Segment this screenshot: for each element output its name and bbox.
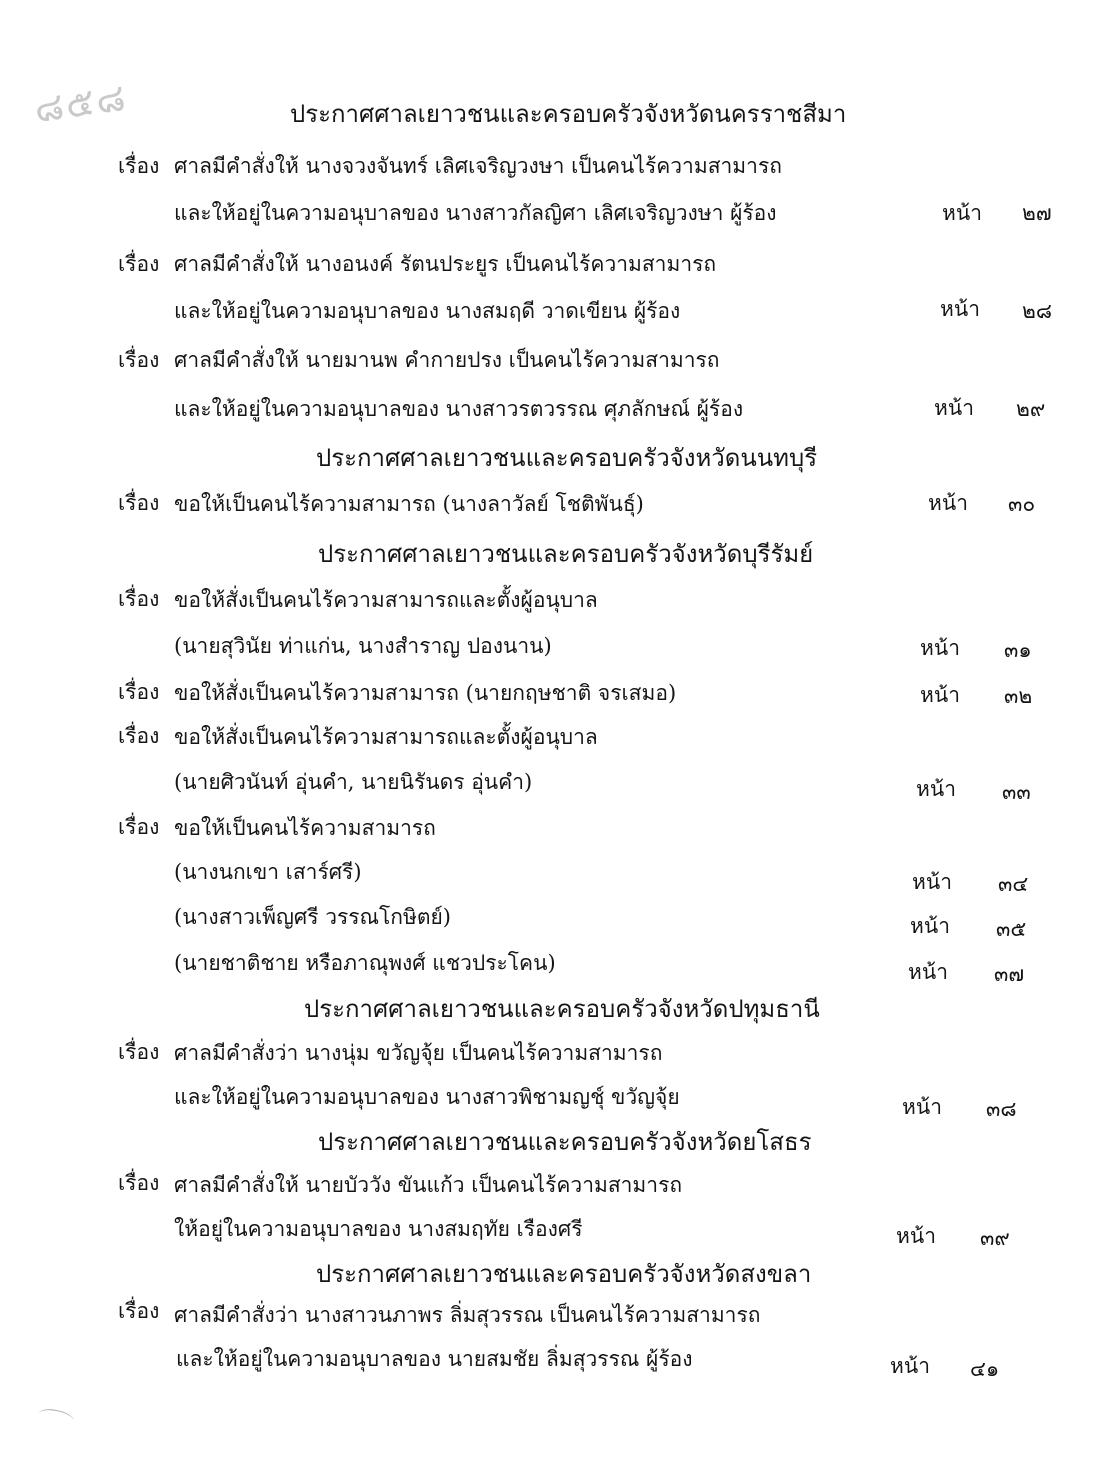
section-heading: ประกาศศาลเยาวชนและครอบครัวจังหวัดบุรีรัมย์ — [318, 540, 814, 568]
page-number: ๓๓ — [1002, 780, 1031, 804]
entry-line: ขอให้สั่งเป็นคนไร้ความสามารถและตั้งผู้อนุบาล — [174, 588, 598, 612]
page-label: หน้า — [940, 297, 980, 321]
entry-line: ขอให้เป็นคนไร้ความสามารถ — [174, 816, 436, 840]
page-number: ๓๔ — [998, 872, 1029, 896]
entry-line: (นายชาติชาย หรือภาณุพงศ์ แชวประโคน) — [174, 951, 556, 975]
section-heading: ประกาศศาลเยาวชนและครอบครัวจังหวัดนนทบุรี — [316, 444, 818, 472]
page-label: หน้า — [928, 491, 968, 515]
entry-line: ศาลมีคำสั่งให้ นายมานพ คำกายปรง เป็นคนไร้ความสามารถ — [174, 348, 720, 372]
page-number: ๓๐ — [1008, 492, 1036, 516]
entry-line: และให้อยู่ในความอนุบาลของ นายสมชัย ลิ่มสุวรรณ ผู้ร้อง — [176, 1347, 693, 1371]
entry-keyword: เรื่อง — [118, 348, 160, 372]
page-label: หน้า — [912, 870, 952, 894]
page-number: ๒๘ — [1022, 299, 1053, 323]
scan-mark — [37, 1406, 75, 1428]
entry-line: ศาลมีคำสั่งให้ นางจวงจันทร์ เลิศเจริญวงษา เป็นคนไร้ความสามารถ — [174, 154, 782, 178]
page-label: หน้า — [920, 636, 960, 660]
entry-line: และให้อยู่ในความอนุบาลของ นางสาวรตวรรณ ศุภลักษณ์ ผู้ร้อง — [174, 397, 744, 421]
page-label: หน้า — [890, 1354, 930, 1378]
page-label: หน้า — [942, 201, 982, 225]
entry-keyword: เรื่อง — [118, 724, 160, 748]
page-number: ๒๙ — [1016, 397, 1046, 421]
entry-keyword: เรื่อง — [118, 1171, 160, 1195]
entry-line: (นางนกเขา เสาร์ศรี) — [174, 860, 362, 884]
page-label: หน้า — [902, 1095, 942, 1119]
page-label: หน้า — [916, 777, 956, 801]
page-label: หน้า — [896, 1224, 936, 1248]
entry-line: ศาลมีคำสั่งให้ นางอนงค์ รัตนประยูร เป็นคนไร้ความสามารถ — [174, 252, 717, 276]
entry-line: ศาลมีคำสั่งว่า นางนุ่ม ขวัญจุ้ย เป็นคนไร้ความสามารถ — [174, 1041, 663, 1065]
section-heading: ประกาศศาลเยาวชนและครอบครัวจังหวัดนครราชสีมา — [290, 100, 847, 128]
entry-line: ขอให้สั่งเป็นคนไร้ความสามารถ (นายกฤษชาติ จรเสมอ) — [174, 681, 677, 705]
entry-keyword: เรื่อง — [118, 1299, 160, 1323]
page-number: ๓๗ — [994, 962, 1025, 986]
section-heading: ประกาศศาลเยาวชนและครอบครัวจังหวัดยโสธร — [318, 1128, 812, 1156]
entry-keyword: เรื่อง — [118, 1040, 160, 1064]
page-number: ๒๗ — [1022, 201, 1052, 225]
handwritten-mark: ๘๕๘ — [31, 74, 131, 132]
page-number: ๓๑ — [1004, 638, 1032, 662]
entry-line: และให้อยู่ในความอนุบาลของ นางสาวกัลญิศา เลิศเจริญวงษา ผู้ร้อง — [174, 201, 777, 225]
page-label: หน้า — [910, 914, 950, 938]
entry-line: (นายศิวนันท์ อุ่นคำ, นายนิรันดร อุ่นคำ) — [174, 770, 533, 794]
entry-keyword: เรื่อง — [118, 587, 160, 611]
entry-line: ศาลมีคำสั่งว่า นางสาวนภาพร ลิ่มสุวรรณ เป็นคนไร้ความสามารถ — [174, 1303, 761, 1327]
entry-keyword: เรื่อง — [118, 252, 160, 276]
entry-line: (นางสาวเพ็ญศรี วรรณโกษิตย์) — [174, 905, 451, 929]
page-label: หน้า — [908, 960, 948, 984]
entry-line: และให้อยู่ในความอนุบาลของ นางสมฤดี วาดเขียน ผู้ร้อง — [174, 299, 681, 323]
page-label: หน้า — [920, 683, 960, 707]
section-heading: ประกาศศาลเยาวชนและครอบครัวจังหวัดสงขลา — [316, 1260, 812, 1288]
entry-keyword: เรื่อง — [118, 491, 160, 515]
section-heading: ประกาศศาลเยาวชนและครอบครัวจังหวัดปทุมธานี — [304, 995, 820, 1023]
entry-line: และให้อยู่ในความอนุบาลของ นางสาวพิชามญชุ์ ขวัญจุ้ย — [174, 1085, 680, 1109]
page-number: ๓๙ — [980, 1226, 1010, 1250]
entry-line: ขอให้เป็นคนไร้ความสามารถ (นางลาวัลย์ โชติพันธุ์) — [174, 492, 644, 516]
page-number: ๓๒ — [1004, 684, 1033, 708]
page-label: หน้า — [934, 396, 974, 420]
page-number: ๔๑ — [970, 1357, 1000, 1381]
page-number: ๓๕ — [996, 917, 1027, 941]
entry-line: (นายสุวินัย ท่าแก่น, นางสำราญ ปองนาน) — [174, 634, 552, 658]
page-number: ๓๘ — [986, 1097, 1017, 1121]
entry-line: ขอให้สั่งเป็นคนไร้ความสามารถและตั้งผู้อนุบาล — [174, 725, 598, 749]
entry-keyword: เรื่อง — [118, 154, 160, 178]
entry-line: ศาลมีคำสั่งให้ นายบัววัง ขันแก้ว เป็นคนไร้ความสามารถ — [174, 1173, 683, 1197]
entry-keyword: เรื่อง — [118, 680, 160, 704]
entry-line: ให้อยู่ในความอนุบาลของ นางสมฤทัย เรืองศรี — [174, 1217, 583, 1241]
entry-keyword: เรื่อง — [118, 815, 160, 839]
